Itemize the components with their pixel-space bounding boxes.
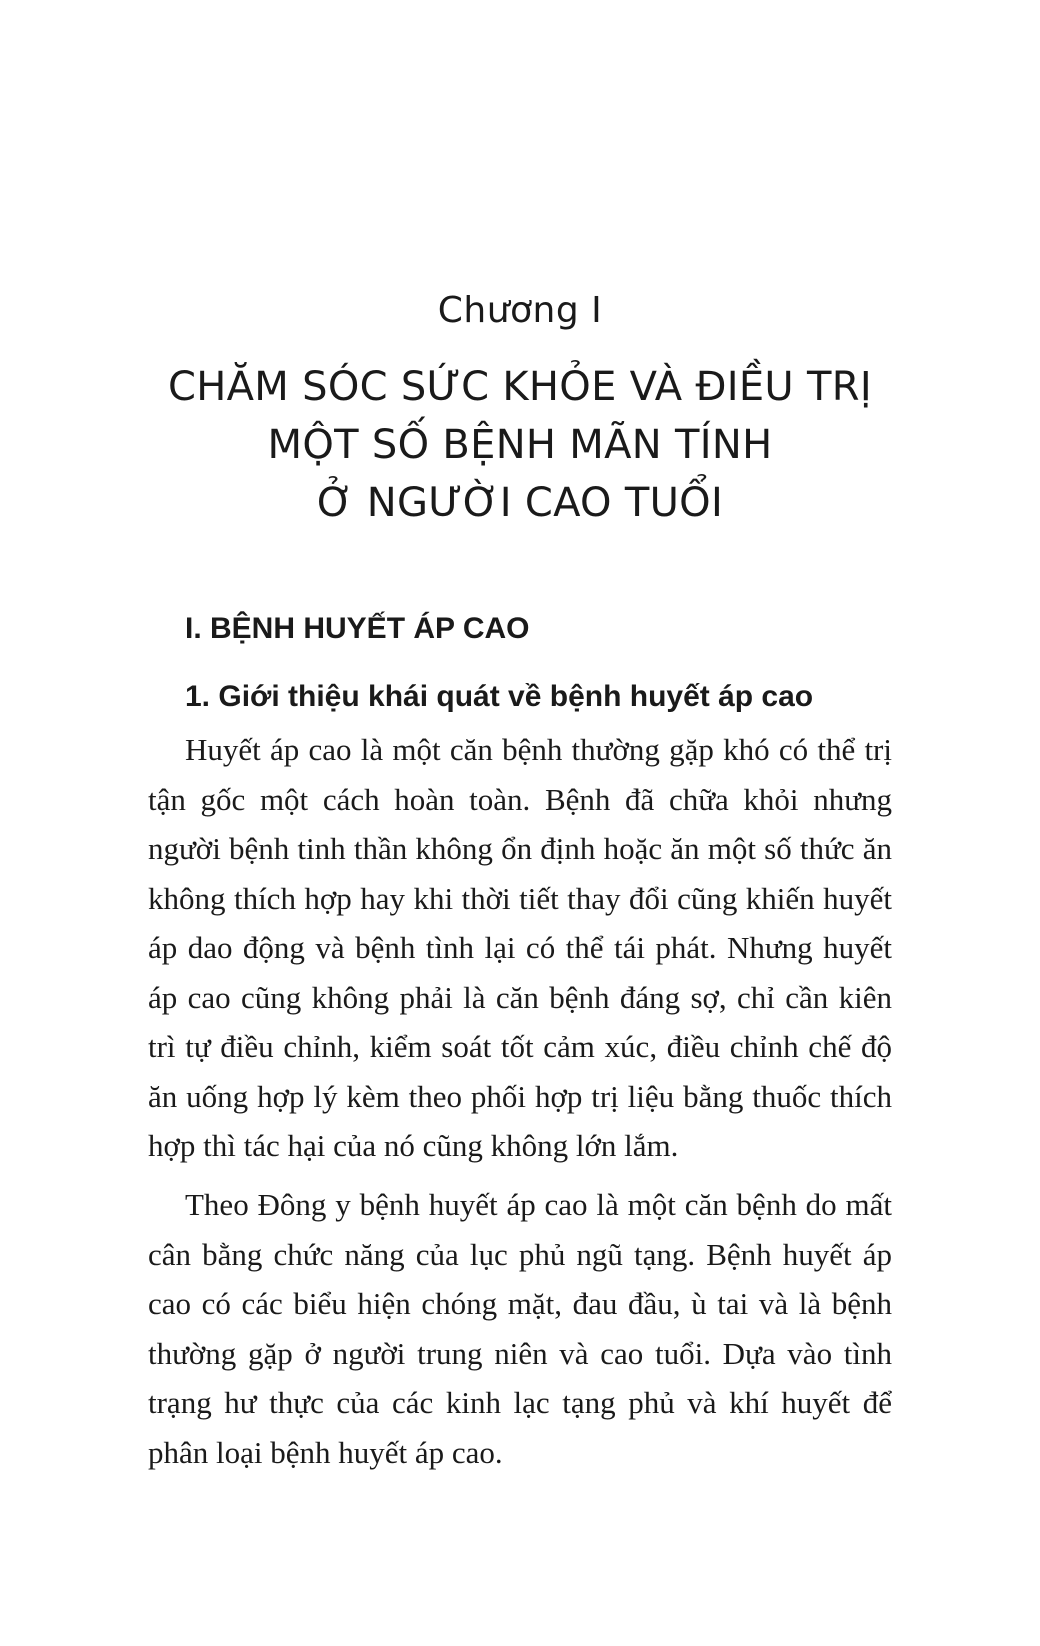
chapter-title [0,358,1040,532]
body-paragraph: Theo Đông y bệnh huyết áp cao là một căn bệnh do mất cân bằng chức năng của lục phủ ngũ tạng. Bệnh huyết áp cao có các biểu hiện chóng mặt, đau đầu, ù tai và là bệnh thường gặp ở người trung niên và cao tuổi. Dựa vào tình trạng hư thực của các kinh lạc tạng phủ và khí huyết để phân loại bệnh huyết áp cao. [148,1187,892,1470]
chapter-label: Chương I [437,290,603,331]
subsection-heading: 1. Giới thiệu khái quát về bệnh huyết áp cao [185,680,814,713]
section-heading: I. BỆNH HUYẾT ÁP CAO [185,612,530,645]
chapter-title-line: MỘT SỐ BỆNH MÃN TÍNH [267,422,773,468]
chapter-title-line: CHĂM SÓC SỨC KHỎE VÀ ĐIỀU TRỊ [168,364,872,410]
chapter-title-line: Ở NGƯỜI CAO TUỔI [316,480,724,526]
body-paragraph: Huyết áp cao là một căn bệnh thường gặp khó có thể trị tận gốc một cách hoàn toàn. Bệnh đã chữa khỏi nhưng người bệnh tinh thần không ổn định hoặc ăn một số thức ăn không thích hợp hay khi thời tiết thay đổi cũng khiến huyết áp dao động và bệnh tình lại có thể tái phát. Nhưng huyết áp cao cũng không phải là căn bệnh đáng sợ, chỉ cần kiên trì tự điều chỉnh, kiểm soát tốt cảm xúc, điều chỉnh chế độ ăn uống hợp lý kèm theo phối hợp trị liệu bằng thuốc thích hợp thì tác hại của nó cũng không lớn lắm. [148,732,892,1163]
